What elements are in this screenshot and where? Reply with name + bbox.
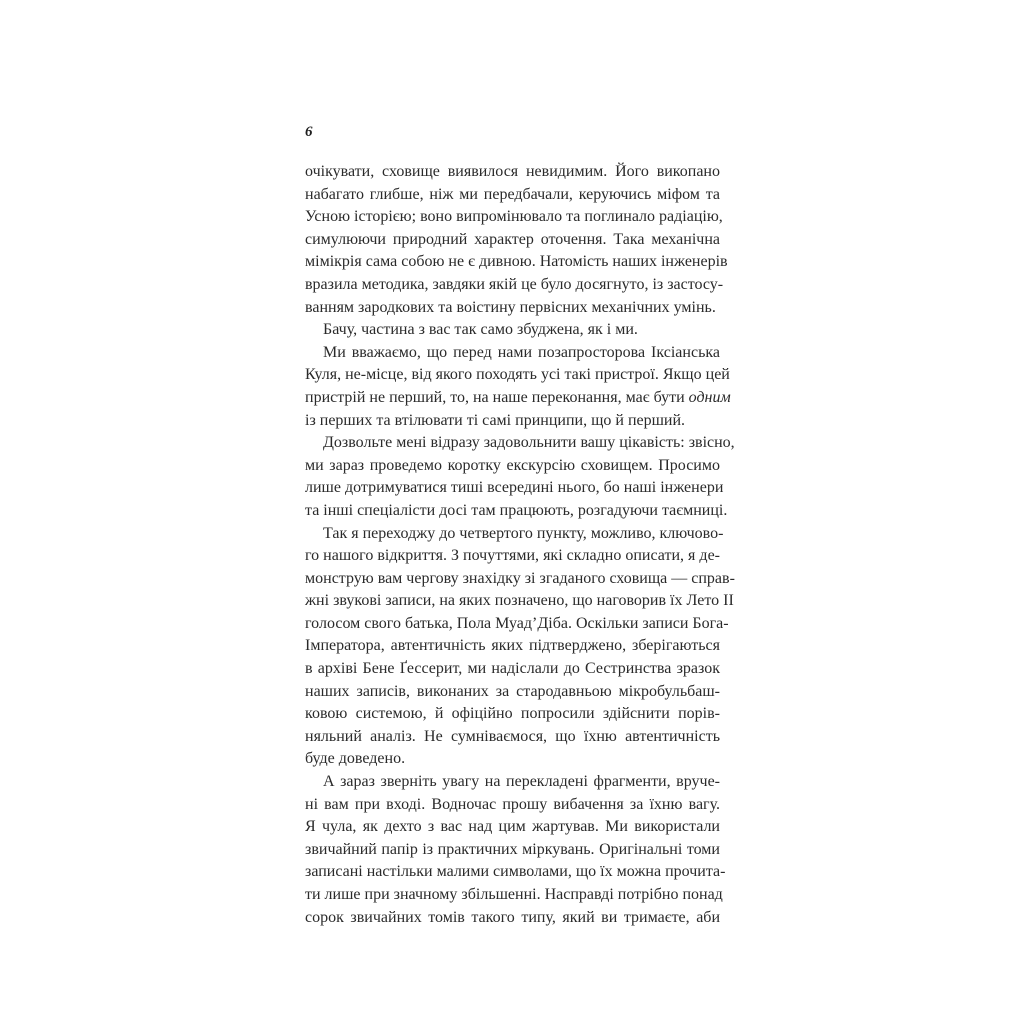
- text-line: в архіві Бене Ґессерит, ми надіслали до Сестринства зразок: [305, 660, 720, 678]
- text-line: Бачу, частина з вас так само збуджена, як і ми.: [323, 321, 638, 339]
- text-line: сорок звичайних томів такого типу, який ви тримаєте, аби: [305, 908, 720, 926]
- text-line: Дозвольте мені відразу задовольнити вашу цікавість: звісно,: [323, 434, 735, 452]
- text-line: вразила методика, завдяки якій це було досягнуто, із застосу-: [305, 275, 724, 293]
- text-line: набагато глибше, ніж ми передбачали, керуючись міфом та: [305, 185, 720, 203]
- text-line: жні звукові записи, на яких позначено, що наговорив їх Лето II: [305, 592, 734, 610]
- text-line: симулюючи природний характер оточення. Така механічна: [305, 230, 720, 248]
- text-line: Ми вважаємо, що перед нами позапросторова Іксіанська: [323, 343, 720, 361]
- text-segment: пристрій не перший, то, на наше переконання, має бути: [305, 388, 685, 406]
- text-line: звичайний папір із практичних міркувань. Оригінальні томи: [305, 840, 720, 858]
- text-line: наших записів, виконаних за стародавньою мікробульбаш-: [305, 682, 720, 700]
- text-line-with-emphasis: [305, 387, 731, 410]
- text-line: А зараз зверніть увагу на перекладені фрагменти, вруче-: [323, 773, 720, 791]
- text-line: ванням зародкових та воістину первісних механічних умінь.: [305, 298, 716, 316]
- text-line: із перших та втілювати ті самі принципи, що й перший.: [305, 411, 686, 429]
- text-line: голосом свого батька, Пола Муад’Діба. Оскільки записи Бога-: [305, 614, 729, 632]
- text-line: монструю вам чергову знахідку зі згаданого сховища — справ-: [305, 569, 735, 587]
- page-number: 6: [305, 124, 313, 140]
- text-line: та інші спеціалісти досі там працюють, розгадуючи таємниці.: [305, 501, 728, 519]
- text-line: ти лише при значному збільшенні. Насправді потрібно понад: [305, 886, 723, 903]
- text-line: ковою системою, й офіційно попросили здійснити порів-: [305, 705, 720, 723]
- text-line: го нашого відкриття. З почуттями, які складно описати, я де-: [305, 547, 720, 565]
- text-line: очікувати, сховище виявилося невидимим. Його викопано: [305, 163, 720, 180]
- emphasized-word: одним: [688, 388, 731, 406]
- text-line: ні вам при вході. Водночас прошу вибачення за їхню вагу.: [305, 795, 720, 813]
- text-line: Куля, не-місце, від якого походять усі такі пристрої. Якщо цей: [305, 366, 730, 384]
- text-line: няльний аналіз. Не сумніваємося, що їхню автентичність: [305, 727, 720, 745]
- text-line: Імператора, автентичність яких підтверджено, зберігаються: [305, 637, 720, 655]
- text-line: Я чула, як дехто з вас над цим жартував. Ми використали: [305, 818, 720, 836]
- text-line: лише дотримуватися тиші всередині нього, бо наші інженери: [305, 479, 724, 497]
- text-line: мімікрія сама собою не є дивною. Натомість наших інженерів: [305, 253, 728, 271]
- text-line: буде доведено.: [305, 750, 406, 768]
- text-line: Так я переходжу до четвертого пункту, можливо, ключово-: [323, 524, 724, 542]
- text-line: Усною історією; воно випромінювало та поглинало радіацію,: [305, 208, 723, 226]
- text-line: записані настільки малими символами, що їх можна прочита-: [305, 863, 726, 881]
- text-line: ми зараз проведемо коротку екскурсію сховищем. Просимо: [305, 456, 720, 474]
- body-text: [305, 161, 735, 929]
